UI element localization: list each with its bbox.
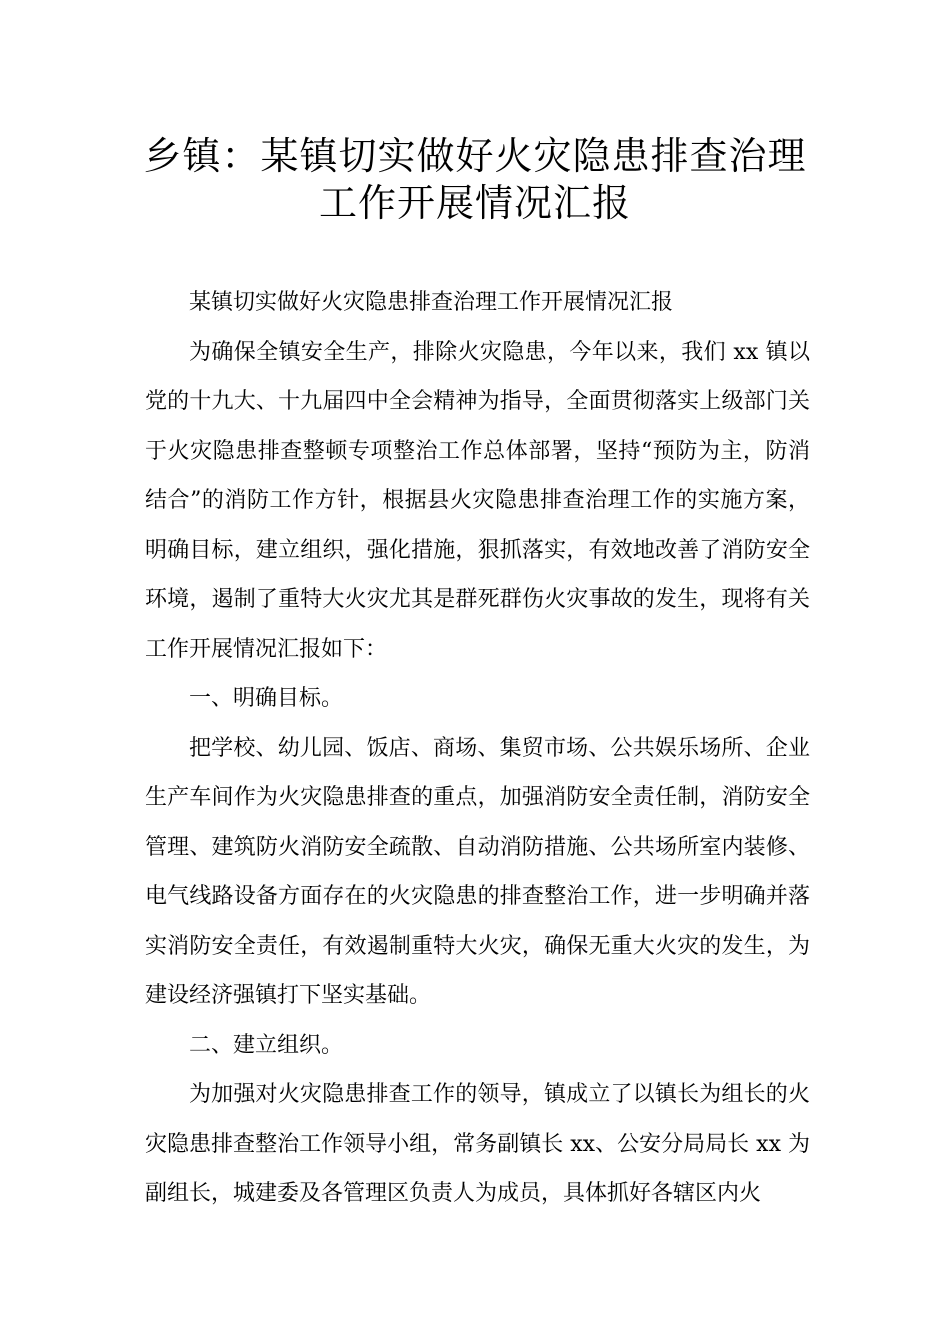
- body-paragraph-intro: 为确保全镇安全生产，排除火灾隐患，今年以来，我们 xx 镇以党的十九大、十九届四中全会精神为指导，全面贯彻落实上级部门关于火灾隐患排查整顿专项整治工作总体部署，坚持“预防为主，防消结合”的消防工作方针，根据县火灾隐患排查治理工作的实施方案，明确目标，建立组织，强化措施，狠抓落实，有效地改善了消防安全环境，遏制了重特大火灾尤其是群死群伤火灾事故的发生，现将有关工作开展情况汇报如下：: [145, 339, 810, 662]
- document-body: [145, 278, 810, 1219]
- section-heading-1: 一、明确目标。: [189, 686, 344, 711]
- document-title-line-1: 乡镇：某镇切实做好火灾隐患排查治理: [143, 134, 807, 178]
- body-subtitle: 某镇切实做好火灾隐患排查治理工作开展情况汇报: [189, 290, 674, 315]
- document-title-line-2: 工作开展情况汇报: [318, 181, 631, 225]
- body-paragraph-organization: 为加强对火灾隐患排查工作的领导，镇成立了以镇长为组长的火灾隐患排查整治工作领导小组，常务副镇长 xx、公安分局局长 xx 为副组长，城建委及各管理区负责人为成员，具体抓好各辖区内火: [145, 1082, 810, 1206]
- section-heading-2: 二、建立组织。: [189, 1032, 344, 1058]
- body-paragraph-goals: 把学校、幼儿园、饭店、商场、集贸市场、公共娱乐场所、企业生产车间作为火灾隐患排查的重点，加强消防安全责任制，消防安全管理、建筑防火消防安全疏散、自动消防措施、公共场所室内装修、电气线路设备方面存在的火灾隐患的排查整治工作，进一步明确并落实消防安全责任，有效遏制重特大火灾，确保无重大火灾的发生，为建设经济强镇打下坚实基础。: [145, 735, 810, 1008]
